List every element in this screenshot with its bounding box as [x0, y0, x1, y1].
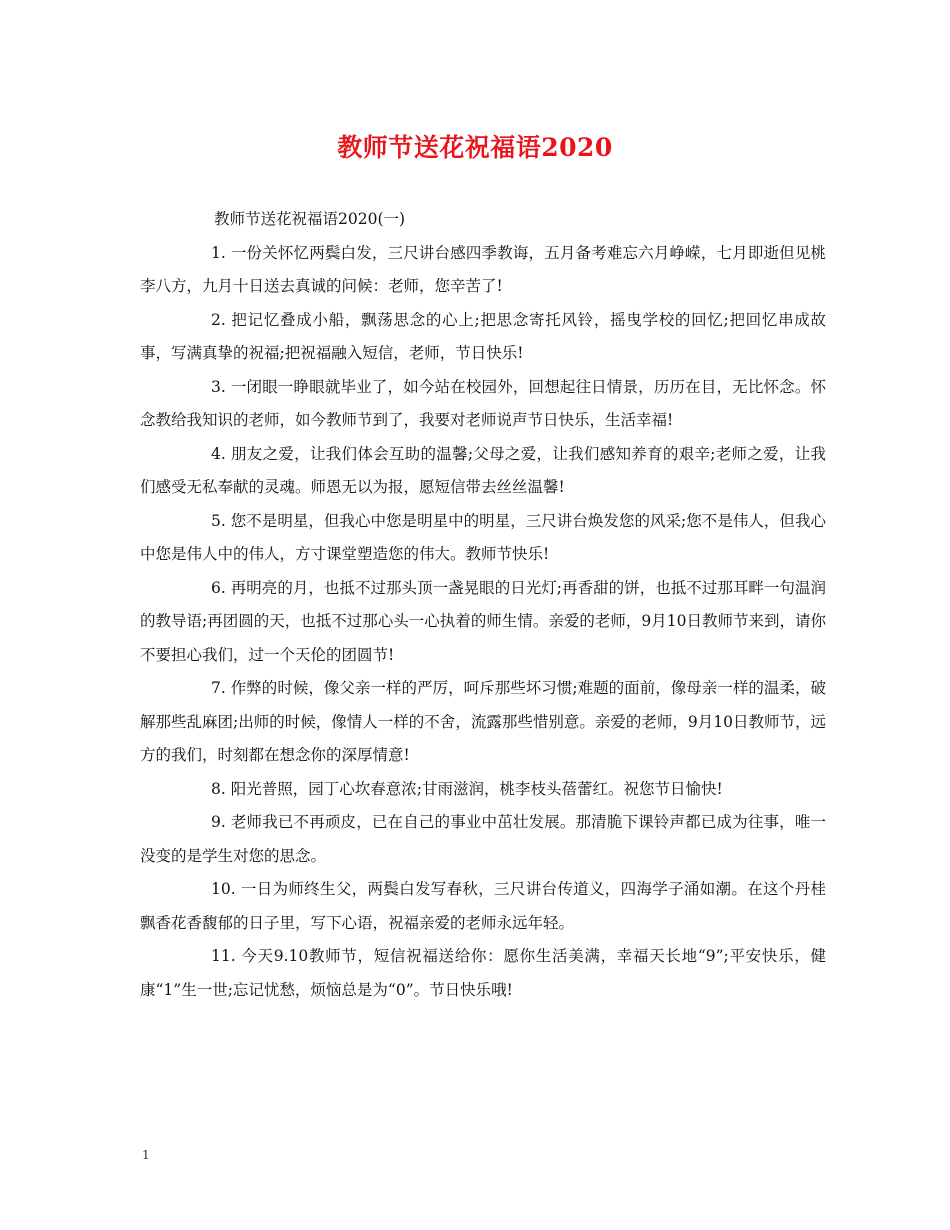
blessing-item-4: 4. 朋友之爱，让我们体会互助的温馨;父母之爱，让我们感知养育的艰辛;老师之爱，让我们感受无私奉献的灵魂。师恩无以为报，愿短信带去丝丝温馨! — [140, 444, 826, 496]
blessing-item-9: 9. 老师我已不再顽皮，已在自己的事业中茁壮发展。那清脆下课铃声都已成为往事，唯一没变的是学生对您的思念。 — [140, 813, 826, 865]
blessing-item-7: 7. 作弊的时候，像父亲一样的严厉，呵斥那些坏习惯;难题的面前，像母亲一样的温柔，破解那些乱麻团;出师的时候，像情人一样的不舍，流露那些惜别意。亲爱的老师，9月10日教师节，远方的我们，时刻都在想念你的深厚情意! — [140, 679, 826, 764]
blessing-item-8: 8. 阳光普照，园丁心坎春意浓;甘雨滋润，桃李枝头蓓蕾红。祝您节日愉快! — [211, 779, 723, 798]
page-title: 教师节送花祝福语2020 — [337, 133, 613, 162]
section-subtitle: 教师节送花祝福语2020(一) — [214, 210, 406, 228]
blessing-item-6: 6. 再明亮的月，也抵不过那头顶一盏晃眼的日光灯;再香甜的饼，也抵不过那耳畔一句温润的教导语;再团圆的天，也抵不过那心头一心执着的师生情。亲爱的老师，9月10日教师节来到，请你不要担心我们，过一个天伦的团圆节! — [140, 578, 826, 664]
blessing-item-11: 11. 今天9.10教师节，短信祝福送给你：愿你生活美满，幸福天长地“9”;平安快乐，健康“1”生一世;忘记忧愁，烦恼总是为“0”。节日快乐哦! — [140, 947, 826, 999]
blessing-item-1: 1. 一份关怀忆两鬓白发，三尺讲台感四季教诲，五月备考难忘六月峥嵘，七月即逝但见桃李八方，九月十日送去真诚的问候：老师，您辛苦了! — [140, 243, 826, 295]
blessing-item-5: 5. 您不是明星，但我心中您是明星中的明星，三尺讲台焕发您的风采;您不是伟人，但我心中您是伟人中的伟人，方寸课堂塑造您的伟大。教师节快乐! — [140, 511, 826, 563]
blessing-item-10: 10. 一日为师终生父，两鬓白发写春秋，三尺讲台传道义，四海学子涌如潮。在这个丹桂飘香花香馥郁的日子里，写下心语，祝福亲爱的老师永远年轻。 — [140, 880, 826, 932]
page-number: 1 — [142, 1148, 150, 1162]
blessing-item-2: 2. 把记忆叠成小船，飘荡思念的心上;把思念寄托风铃，摇曳学校的回忆;把回忆串成故事，写满真挚的祝福;把祝福融入短信，老师，节日快乐! — [140, 310, 826, 362]
document-body — [140, 203, 826, 1007]
blessing-item-3: 3. 一闭眼一睁眼就毕业了，如今站在校园外，回想起往日情景，历历在目，无比怀念。怀念教给我知识的老师，如今教师节到了，我要对老师说声节日快乐，生活幸福! — [140, 377, 826, 429]
